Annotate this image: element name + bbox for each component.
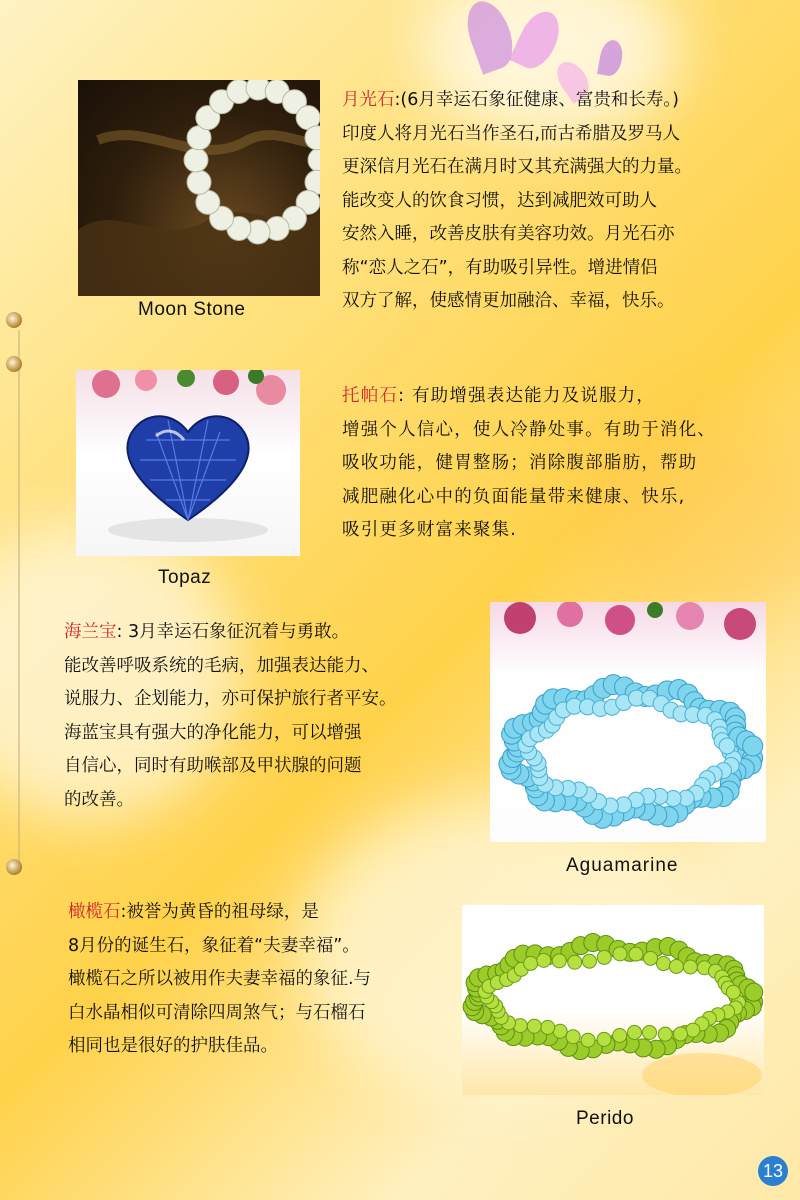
aquamarine-caption: Aguamarine <box>566 855 679 876</box>
text-line: 橄榄石之所以被用作夫妻幸福的象征.与 <box>68 969 372 989</box>
text-line: 吸收功能，健胃整肠；消除腹部脂肪，帮助 <box>342 453 698 473</box>
gem-name: 橄榄石 <box>68 902 121 922</box>
aquamarine-photo <box>490 602 766 842</box>
text-line: 能改变人的饮食习惯，达到减肥效可助人 <box>342 190 657 211</box>
moonstone-caption: Moon Stone <box>138 299 246 320</box>
gem-name: 月光石 <box>342 90 395 110</box>
moonstone-description <box>342 84 692 319</box>
peridot-caption: Perido <box>576 1108 634 1129</box>
binding-ornament <box>0 308 36 332</box>
gem-name: 海兰宝 <box>64 622 117 642</box>
peridot-description <box>68 896 371 1064</box>
text-line: 的改善。 <box>64 789 134 810</box>
binding-ornament <box>0 352 36 376</box>
text-line: 双方了解，使感情更加融洽、幸福，快乐。 <box>342 291 675 311</box>
text-line: : 有助增强表达能力及说服力， <box>398 386 656 406</box>
text-line: 印度人将月光石当作圣石,而古希腊及罗马人 <box>342 123 681 144</box>
text-line: 能改善呼吸系统的毛病，加强表达能力、 <box>64 655 379 676</box>
text-line: 减肥融化心中的负面能量带来健康、快乐, <box>342 486 686 507</box>
moonstone-photo <box>78 80 320 296</box>
text-line: 海蓝宝具有强大的净化能力，可以增强 <box>64 722 362 743</box>
text-line: 说服力、企划能力，亦可保护旅行者平安。 <box>64 689 397 709</box>
text-line: 自信心，同时有助喉部及甲状腺的问题 <box>64 756 362 776</box>
text-line: 称“恋人之石”，有助吸引异性。增进情侣 <box>342 257 658 278</box>
page-spine <box>18 330 20 870</box>
page-number: 13 <box>758 1156 788 1186</box>
text-line: 8月份的诞生石，象征着“夫妻幸福”。 <box>68 935 360 956</box>
gem-name: 托帕石 <box>342 386 399 406</box>
binding-ornament <box>0 855 36 879</box>
text-line: 相同也是很好的护肤佳品。 <box>68 1036 278 1056</box>
text-line: 增强个人信心，使人冷静处事。有助于消化、 <box>342 419 716 440</box>
aquamarine-description <box>64 616 397 817</box>
text-line: 吸引更多财富来聚集. <box>342 520 518 540</box>
topaz-description <box>342 380 716 548</box>
peridot-photo <box>462 905 764 1095</box>
topaz-photo <box>76 370 300 556</box>
text-line: : 3月幸运石象征沉着与勇敢。 <box>116 622 350 642</box>
text-line: 安然入睡，改善皮肤有美容功效。月光石亦 <box>342 224 675 244</box>
text-line: :(6月幸运石象征健康、富贵和长寿。) <box>394 90 679 110</box>
topaz-caption: Topaz <box>158 567 212 588</box>
text-line: 更深信月光石在满月时又其充满强大的力量。 <box>342 157 692 177</box>
text-line: :被誉为黄昏的祖母绿，是 <box>120 902 319 922</box>
text-line: 白水晶相似可清除四周煞气；与石榴石 <box>68 1002 366 1023</box>
